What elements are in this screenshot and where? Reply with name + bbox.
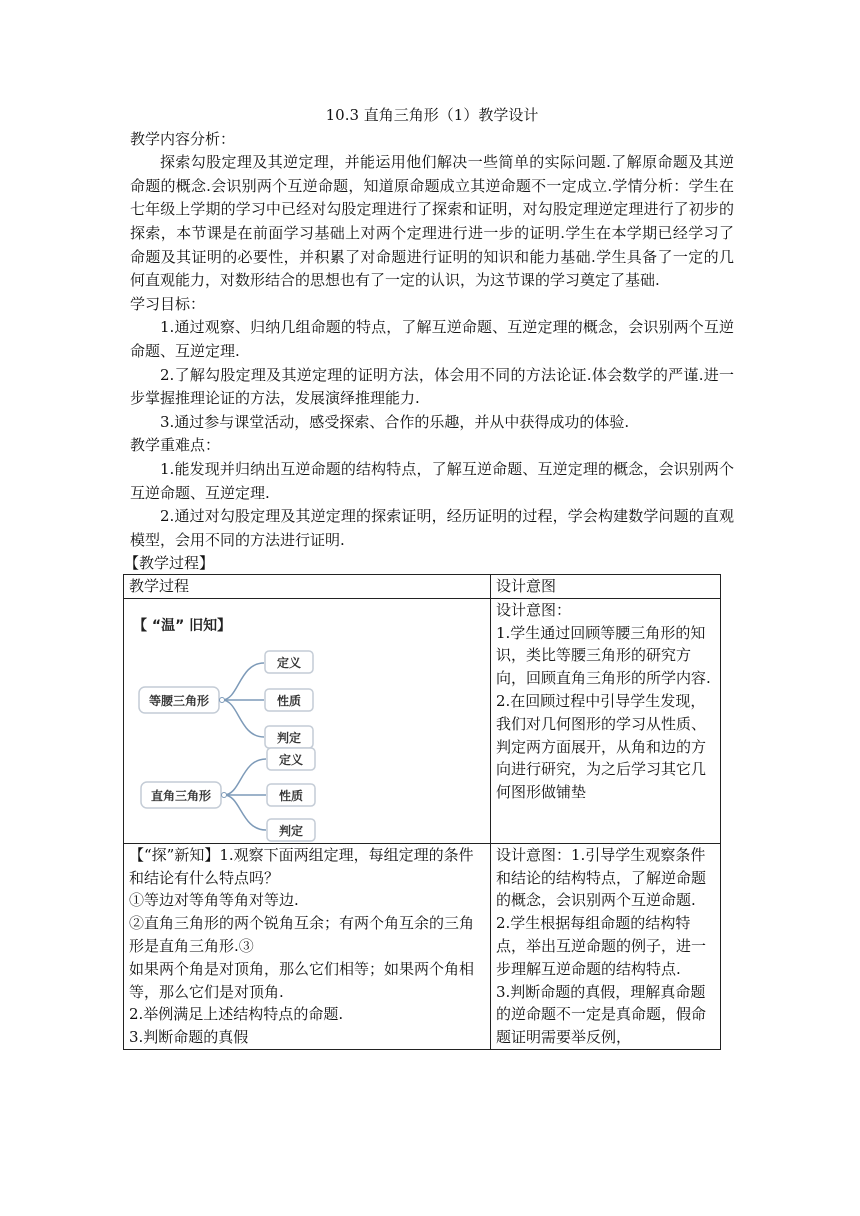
key-points-heading: 教学重难点： — [130, 436, 221, 455]
col-process-header: 教学过程 — [124, 575, 491, 599]
content-analysis-paragraph: 探索勾股定理及其逆定理，并能运用他们解决一些简单的实际问题.了解原命题及其逆命题的概念.会识别两个互逆命题，知道原命题成立其逆命题不一定成立.学情分析：学生在七年级上学期的学习中已经对勾股定理进行了探索和证明，对勾股定理逆定理进行了初步的探索，本节课是在前面学习基础上对两个定理进行进一步的证明.学生在本学期已经学习了命题及其证明的必要性，并积累了对命题进行证明的知识和能力基础.学生具备了一定的几何直观能力，对数形结合的思想也有了一定的认识，为这节课的学习奠定了基础. — [130, 153, 734, 290]
table-row — [124, 843, 721, 1049]
table-header-row — [124, 575, 721, 599]
mindmap-connector — [222, 700, 264, 737]
process-line: 2.举例满足上述结构特点的命题. — [129, 1005, 344, 1024]
document-body — [124, 104, 734, 576]
mindmap-center-label: 直角三角形 — [150, 788, 212, 803]
process-cell — [124, 843, 491, 1049]
mindmap-branch-label: 定义 — [278, 752, 304, 767]
intent-cell — [491, 598, 721, 843]
goal-item: 3.通过参与课堂活动，感受探索、合作的乐趣，并从中获得成功的体验. — [160, 412, 630, 431]
process-line: 如果两个角是对顶角，那么它们相等；如果两个角相等，那么它们是对顶角. — [129, 959, 475, 1001]
document-title: 10.3 直角三角形（1）教学设计 — [325, 106, 539, 124]
process-heading: 【教学过程】 — [124, 554, 215, 573]
mindmap-connector — [224, 795, 266, 830]
goals-heading: 学习目标： — [130, 294, 206, 313]
mindmap-center-label: 等腰三角形 — [148, 693, 210, 708]
intent-cell — [491, 843, 721, 1049]
col-intent-header: 设计意图 — [491, 575, 721, 599]
mindmap-branch-label: 判定 — [276, 730, 302, 745]
mindmap-branch-label: 判定 — [278, 823, 304, 838]
key-point-item: 2.通过对勾股定理及其逆定理的探索证明，经历证明的过程，学会构建数学问题的直观模型，会用不同的方法进行证明. — [130, 507, 734, 549]
intent-line: 设计意图： — [496, 600, 572, 619]
table-row — [124, 598, 721, 843]
intent-line: 2.在回顾过程中引导学生发现，我们对几何图形的学习从性质、判定两方面展开，从角和边的方向进行研究，为之后学习其它几何图形做铺垫 — [496, 691, 707, 802]
mindmap-branch-label: 性质 — [278, 788, 304, 803]
process-line: ②直角三角形的两个锐角互余；有两个角互余的三角形是直角三角形.③ — [129, 914, 475, 955]
mindmap-diagram — [129, 603, 329, 843]
mindmap-connector — [224, 759, 266, 795]
intent-line: 3.判断命题的真假，理解真命题的逆命题不一定是真命题，假命题证明需要举反例， — [496, 982, 707, 1047]
mindmap-collapse-icon — [220, 697, 225, 702]
process-line: 3.判断命题的真假 — [129, 1028, 249, 1047]
intent-line: 2.学生根据每组命题的结构特点，举出互逆命题的例子，进一步理解互逆命题的结构特点. — [496, 914, 707, 978]
key-point-item: 1.能发现并归纳出互逆命题的结构特点，了解互逆命题、互逆定理的概念，会识别两个互逆命题、互逆定理. — [130, 459, 734, 502]
mindmap-branch-label: 性质 — [276, 693, 302, 708]
intent-line: 1.学生通过回顾等腰三角形的知识，类比等腰三角形的研究方向，回顾直角三角形的所学内容. — [496, 623, 711, 688]
intent-line: 设计意图：1.引导学生观察条件和结论的结构特点，了解逆命题的概念，会识别两个互逆命题. — [496, 845, 707, 910]
process-table — [123, 574, 721, 1050]
mindmap-branch-label: 定义 — [276, 655, 302, 670]
mindmap-cell — [124, 598, 491, 843]
mindmap-title: 【 “温” 旧知】 — [133, 617, 232, 634]
mindmap-collapse-icon — [222, 792, 227, 797]
process-line: ①等边对等角等角对等边. — [129, 891, 299, 910]
mindmap-connector — [222, 663, 264, 700]
goal-item: 2.了解勾股定理及其逆定理的证明方法，体会用不同的方法论证.体会数学的严谨.进一步掌握推理论证的方法，发展演绎推理能力. — [130, 365, 734, 408]
goal-item: 1.通过观察、归纳几组命题的特点，了解互逆命题、互逆定理的概念，会识别两个互逆命题、互逆定理. — [130, 318, 734, 360]
process-line: 【“探”新知】1.观察下面两组定理，每组定理的条件和结论有什么特点吗？ — [129, 845, 474, 887]
content-analysis-heading: 教学内容分析： — [130, 129, 236, 148]
